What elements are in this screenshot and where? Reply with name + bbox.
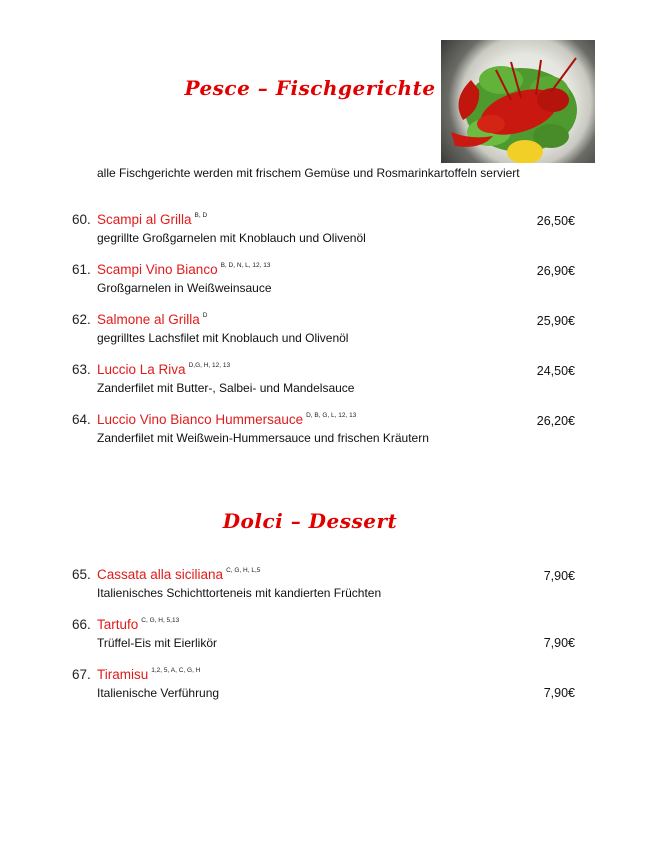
item-number: 60.: [72, 212, 91, 227]
item-description: Trüffel-Eis mit Eierlikör: [97, 636, 218, 650]
item-description: Zanderfilet mit Butter-, Salbei- und Mandelsauce: [97, 381, 355, 395]
item-description: Großgarnelen in Weißweinsauce: [97, 281, 272, 295]
item-description: gegrillte Großgarnelen mit Knoblauch und Olivenöl: [97, 231, 366, 245]
item-price: 7,90€: [543, 686, 575, 700]
allergen-codes: C, G, H, L,5: [226, 567, 261, 574]
item-name: Scampi Vino Bianco $^{B, D, N, L, 12, 13}$: [97, 262, 271, 277]
item-number: 62.: [72, 312, 91, 327]
allergen-codes: D,G, H, 12, 13: [188, 362, 231, 369]
item-price: 25,90€: [536, 314, 575, 328]
item-name: Salmone al Grilla $^D$: [97, 312, 208, 327]
item-number: 66.: [72, 617, 91, 632]
list-item: [72, 262, 575, 295]
list-item: [72, 212, 575, 245]
list-item: [72, 567, 575, 600]
item-name: Tiramisu $^{1,2, 5, A, C, G, H}$: [97, 667, 201, 682]
item-number: 61.: [72, 262, 91, 277]
list-item: [72, 667, 575, 700]
item-number: 64.: [72, 412, 91, 427]
item-price: 26,50€: [536, 214, 575, 228]
item-price: 26,20€: [536, 414, 575, 428]
list-item: [72, 617, 575, 650]
item-description: Italienische Verführung: [97, 686, 220, 700]
allergen-codes: B, D: [194, 212, 208, 219]
lobster-photo: [441, 40, 595, 163]
item-price: 7,90€: [543, 569, 575, 583]
item-name: Tartufo $^{C, G, H, 5,13}$: [97, 617, 180, 632]
item-price: 24,50€: [536, 364, 575, 378]
item-number: 63.: [72, 362, 91, 377]
item-name: Scampi al Grilla $^{B, D}$: [97, 212, 208, 227]
item-price: 26,90€: [536, 264, 575, 278]
item-name: Cassata alla siciliana $^{C, G, H, L,5}$: [97, 567, 261, 582]
allergen-codes: C, G, H, 5,13: [141, 617, 180, 624]
allergen-codes: B, D, N, L, 12, 13: [220, 262, 271, 269]
item-number: 67.: [72, 667, 91, 682]
list-item: [72, 312, 575, 345]
allergen-codes: D: [202, 312, 208, 319]
item-price: 7,90€: [543, 636, 575, 650]
item-description: Zanderfilet mit Weißwein-Hummersauce und frischen Kräutern: [97, 431, 429, 445]
fish-intro: alle Fischgerichte werden mit frischem Gemüse und Rosmarinkartoffeln serviert: [97, 166, 520, 180]
item-name: Luccio La Riva $^{D,G, H, 12, 13}$: [97, 362, 231, 377]
list-item: [72, 412, 575, 445]
dessert-section-title: Dolci – Dessert: [222, 509, 398, 533]
fish-section-title: Pesce – Fischgerichte: [184, 76, 436, 100]
item-number: 65.: [72, 567, 91, 582]
item-description: gegrilltes Lachsfilet mit Knoblauch und Olivenöl: [97, 331, 349, 345]
allergen-codes: D, B, G, L, 12, 13: [306, 412, 357, 419]
item-name: Luccio Vino Bianco Hummersauce $^{D, B, G, L, 12, 13}$: [97, 412, 357, 427]
allergen-codes: 1,2, 5, A, C, G, H: [151, 667, 201, 674]
list-item: [72, 362, 575, 395]
item-description: Italienisches Schichttorteneis mit kandierten Früchten: [97, 586, 382, 600]
